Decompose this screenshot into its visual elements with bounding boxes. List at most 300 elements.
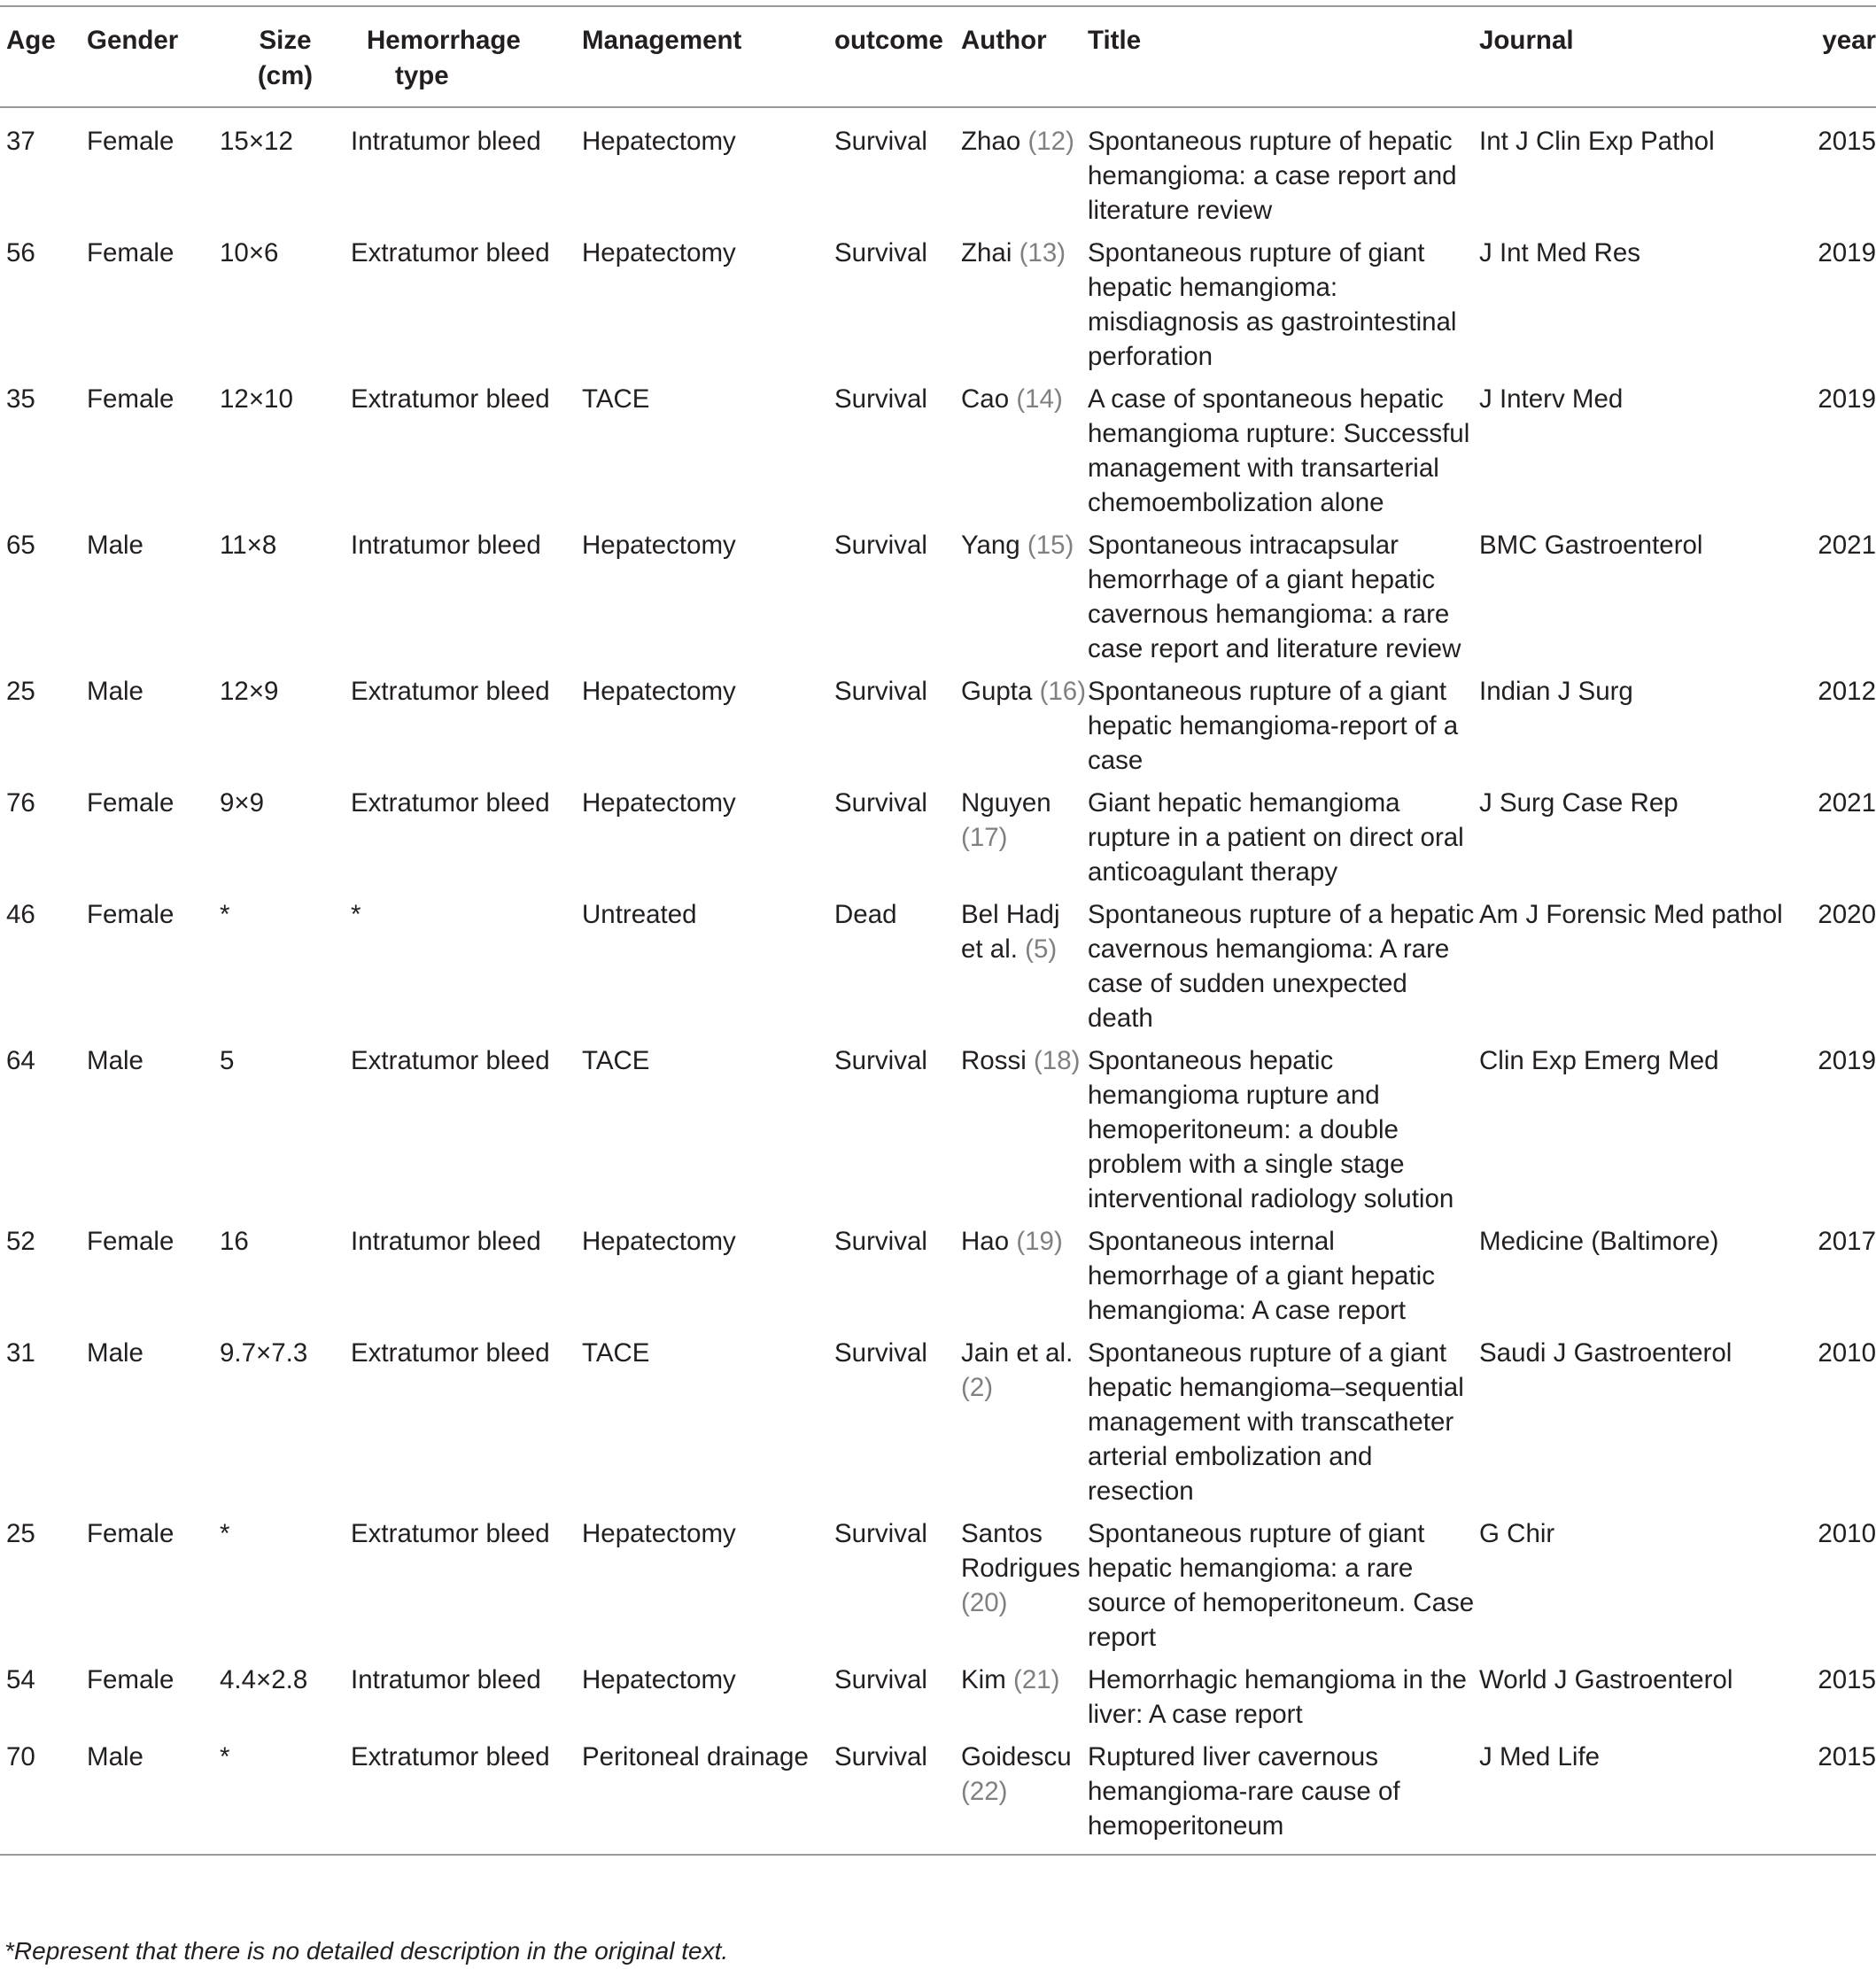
cell-management-text: Hepatectomy (582, 531, 736, 560)
cell-title-text: Spontaneous hepatic hemangioma rupture and hemoperitoneum: a double problem with a single stage interventional radiology solution (1088, 1046, 1454, 1213)
cell-age (0, 1224, 87, 1336)
cell-outcome (834, 1224, 961, 1336)
cell-management (582, 897, 834, 1043)
cell-year-text: 2021 (1818, 788, 1876, 818)
cell-hemorrhage-type-text: Extratumor bleed (351, 1742, 550, 1771)
cell-outcome-text: Dead (834, 900, 897, 929)
cell-hemorrhage-type-text: Intratumor bleed (351, 531, 541, 560)
cell-age-text: 76 (6, 788, 35, 818)
cell-author (961, 1224, 1088, 1336)
cell-size-text: 16 (220, 1227, 249, 1256)
author-name: Cao (961, 384, 1010, 414)
cell-size-text: 12×10 (220, 384, 293, 414)
cell-outcome (834, 1740, 961, 1855)
cell-management-text: Hepatectomy (582, 1519, 736, 1548)
table-row (0, 1043, 1876, 1224)
cell-title-text: A case of spontaneous hepatic hemangioma rupture: Successful management with transarterial chemoembolization alone (1088, 384, 1470, 517)
cell-title (1088, 897, 1479, 1043)
cell-size (220, 382, 351, 528)
cell-outcome (834, 382, 961, 528)
cell-hemorrhage-type (351, 1224, 582, 1336)
cell-gender-text: Male (87, 1338, 143, 1368)
cell-management-text: Hepatectomy (582, 1665, 736, 1694)
cell-management-text: Peritoneal drainage (582, 1742, 809, 1771)
header-row (0, 6, 1876, 107)
author-name: Rossi (961, 1046, 1027, 1075)
cell-title (1088, 382, 1479, 528)
cell-size (220, 236, 351, 382)
cell-year-text: 2019 (1818, 1046, 1876, 1075)
cell-title (1088, 1336, 1479, 1516)
cell-journal (1479, 107, 1794, 236)
header-journal: Journal (1479, 26, 1574, 55)
cell-age-text: 52 (6, 1227, 35, 1256)
author-name: Zhao (961, 127, 1021, 156)
cell-outcome-text: Survival (834, 238, 927, 267)
cell-age-text: 54 (6, 1665, 35, 1694)
cell-size (220, 528, 351, 674)
author-name: Bel Hadj et al. (961, 900, 1060, 964)
cell-gender (87, 1336, 220, 1516)
cell-journal (1479, 1740, 1794, 1855)
cell-hemorrhage-type (351, 1336, 582, 1516)
cell-gender-text: Female (87, 384, 174, 414)
cell-hemorrhage-type-text: Extratumor bleed (351, 1519, 550, 1548)
cell-age (0, 236, 87, 382)
cell-year-text: 2019 (1818, 384, 1876, 414)
cell-year-text: 2015 (1818, 127, 1876, 156)
cell-management-text: Hepatectomy (582, 1227, 736, 1256)
cell-age (0, 1043, 87, 1224)
cell-author (961, 382, 1088, 528)
cell-outcome (834, 236, 961, 382)
cell-journal (1479, 236, 1794, 382)
cell-title (1088, 528, 1479, 674)
cell-management (582, 1516, 834, 1663)
cell-journal (1479, 1663, 1794, 1740)
cell-journal (1479, 1224, 1794, 1336)
cell-author (961, 1336, 1088, 1516)
cell-gender-text: Female (87, 1519, 174, 1548)
cell-hemorrhage-type-text: Intratumor bleed (351, 1227, 541, 1256)
cell-year-text: 2017 (1818, 1227, 1876, 1256)
cell-title-text: Hemorrhagic hemangioma in the liver: A case report (1088, 1665, 1467, 1729)
cell-year (1794, 1336, 1876, 1516)
cell-management-text: TACE (582, 1046, 650, 1075)
cell-hemorrhage-type (351, 382, 582, 528)
cell-age (0, 1516, 87, 1663)
header-outcome: outcome (834, 26, 943, 55)
cell-management (582, 674, 834, 786)
cell-outcome-text: Survival (834, 1046, 927, 1075)
cell-year-text: 2021 (1818, 531, 1876, 560)
cell-author (961, 236, 1088, 382)
cell-age (0, 528, 87, 674)
cell-author (961, 674, 1088, 786)
cell-year (1794, 1663, 1876, 1740)
cell-hemorrhage-type-text: Extratumor bleed (351, 677, 550, 706)
cell-outcome (834, 897, 961, 1043)
cell-outcome-text: Survival (834, 384, 927, 414)
cell-title (1088, 1663, 1479, 1740)
cell-gender-text: Female (87, 238, 174, 267)
cell-age (0, 1740, 87, 1855)
cell-title-text: Spontaneous rupture of a giant hepatic hemangioma–sequential management with transcatheter arterial embolization and resection (1088, 1338, 1464, 1506)
cell-size (220, 1043, 351, 1224)
cell-gender-text: Female (87, 1665, 174, 1694)
header-hemorrhage-type: Hemorrhage type (367, 26, 521, 90)
cell-age (0, 107, 87, 236)
cell-age (0, 786, 87, 897)
author-name: Nguyen (961, 788, 1051, 818)
cell-management (582, 107, 834, 236)
cell-age (0, 897, 87, 1043)
cell-title (1088, 1740, 1479, 1855)
cell-gender-text: Male (87, 677, 143, 706)
cell-year (1794, 382, 1876, 528)
cell-title (1088, 674, 1479, 786)
cell-hemorrhage-type (351, 107, 582, 236)
cell-title (1088, 107, 1479, 236)
cell-age (0, 1663, 87, 1740)
author-name: Zhai (961, 238, 1012, 267)
cell-title-text: Giant hepatic hemangioma rupture in a patient on direct oral anticoagulant therapy (1088, 788, 1464, 887)
cell-author (961, 1043, 1088, 1224)
cell-hemorrhage-type (351, 1663, 582, 1740)
reference-link[interactable]: (16) (1039, 677, 1087, 706)
table-row (0, 528, 1876, 674)
cell-year (1794, 528, 1876, 674)
cell-year-text: 2019 (1818, 238, 1876, 267)
cell-size-text: 9×9 (220, 788, 265, 818)
table-row (0, 897, 1876, 1043)
table-body (0, 107, 1876, 1855)
cell-hemorrhage-type (351, 1516, 582, 1663)
table-row (0, 1663, 1876, 1740)
cell-journal (1479, 897, 1794, 1043)
cell-title (1088, 1224, 1479, 1336)
cell-management (582, 1663, 834, 1740)
reference-link[interactable]: (2) (961, 1373, 994, 1402)
cell-journal (1479, 382, 1794, 528)
cell-size (220, 1224, 351, 1336)
cell-journal (1479, 1043, 1794, 1224)
cell-hemorrhage-type (351, 897, 582, 1043)
cell-hemorrhage-type-text: Extratumor bleed (351, 1338, 550, 1368)
header-size: Size (cm) (257, 26, 314, 90)
table-header (0, 6, 1876, 107)
cell-management (582, 786, 834, 897)
cell-year (1794, 236, 1876, 382)
author-name: Goidescu (961, 1742, 1072, 1771)
reference-link[interactable]: (21) (1013, 1665, 1060, 1694)
cell-year-text: 2015 (1818, 1665, 1876, 1694)
cell-gender (87, 107, 220, 236)
cell-size (220, 1663, 351, 1740)
cell-outcome (834, 786, 961, 897)
author-name: Kim (961, 1665, 1006, 1694)
cell-year (1794, 1740, 1876, 1855)
cell-journal (1479, 786, 1794, 897)
cell-hemorrhage-type-text: Extratumor bleed (351, 788, 550, 818)
cell-author (961, 1740, 1088, 1855)
table-row (0, 1224, 1876, 1336)
cell-gender-text: Female (87, 1227, 174, 1256)
cell-title-text: Ruptured liver cavernous hemangioma-rare cause of hemoperitoneum (1088, 1742, 1400, 1841)
cell-journal-text: J Interv Med (1479, 384, 1624, 414)
cell-journal-text: World J Gastroenterol (1479, 1665, 1733, 1694)
cell-outcome (834, 1043, 961, 1224)
reference-link[interactable]: (22) (961, 1777, 1008, 1806)
cell-gender (87, 1663, 220, 1740)
reference-link[interactable]: (15) (1027, 531, 1074, 560)
cell-management (582, 382, 834, 528)
reference-link[interactable]: (13) (1019, 238, 1066, 267)
author-name: Gupta (961, 677, 1033, 706)
cell-journal-text: Clin Exp Emerg Med (1479, 1046, 1719, 1075)
cell-outcome-text: Survival (834, 677, 927, 706)
cell-title (1088, 1516, 1479, 1663)
cell-gender (87, 528, 220, 674)
reference-link[interactable]: (14) (1016, 384, 1063, 414)
cell-journal (1479, 1336, 1794, 1516)
cell-age (0, 674, 87, 786)
cell-journal-text: J Int Med Res (1479, 238, 1640, 267)
cell-size (220, 107, 351, 236)
cell-outcome-text: Survival (834, 1519, 927, 1548)
cell-journal-text: Indian J Surg (1479, 677, 1633, 706)
table-row (0, 1740, 1876, 1855)
cell-gender-text: Female (87, 127, 174, 156)
cell-size-text: 5 (220, 1046, 235, 1075)
author-name: Hao (961, 1227, 1010, 1256)
cell-year-text: 2012 (1818, 677, 1876, 706)
cell-age-text: 31 (6, 1338, 35, 1368)
reference-link[interactable]: (18) (1033, 1046, 1081, 1075)
header-title: Title (1088, 26, 1142, 55)
cell-gender-text: Female (87, 788, 174, 818)
cell-size-text: * (220, 1519, 230, 1548)
cell-journal (1479, 674, 1794, 786)
cell-journal-text: J Surg Case Rep (1479, 788, 1678, 818)
cell-gender (87, 382, 220, 528)
header-gender: Gender (87, 26, 179, 55)
reference-link[interactable]: (17) (961, 823, 1008, 852)
cell-journal-text: BMC Gastroenterol (1479, 531, 1703, 560)
cell-management-text: Hepatectomy (582, 788, 736, 818)
cell-gender-text: Female (87, 900, 174, 929)
header-age: Age (6, 26, 56, 55)
cell-outcome-text: Survival (834, 1227, 927, 1256)
cell-hemorrhage-type (351, 786, 582, 897)
cell-management-text: Untreated (582, 900, 697, 929)
table-row (0, 382, 1876, 528)
cell-age-text: 56 (6, 238, 35, 267)
cell-journal-text: Am J Forensic Med pathol (1479, 900, 1783, 929)
cell-size (220, 1740, 351, 1855)
cell-size-text: 15×12 (220, 127, 293, 156)
cell-author (961, 528, 1088, 674)
cell-author (961, 1663, 1088, 1740)
cell-gender-text: Male (87, 1742, 143, 1771)
case-table (0, 5, 1876, 1856)
cell-journal (1479, 528, 1794, 674)
header-year: year (1822, 26, 1876, 55)
cell-year (1794, 786, 1876, 897)
cell-management-text: TACE (582, 384, 650, 414)
cell-outcome (834, 674, 961, 786)
cell-age (0, 382, 87, 528)
cell-title-text: Spontaneous intracapsular hemorrhage of a giant hepatic cavernous hemangioma: a rare case report and literature review (1088, 531, 1461, 663)
cell-outcome (834, 107, 961, 236)
reference-link[interactable]: (20) (961, 1588, 1008, 1617)
cell-hemorrhage-type (351, 674, 582, 786)
table-row (0, 786, 1876, 897)
cell-outcome-text: Survival (834, 788, 927, 818)
cell-year (1794, 1516, 1876, 1663)
cell-management (582, 1043, 834, 1224)
table-row (0, 107, 1876, 236)
cell-gender-text: Male (87, 531, 143, 560)
cell-size-text: 11×8 (220, 531, 277, 560)
cell-outcome-text: Survival (834, 1742, 927, 1771)
header-management: Management (582, 26, 742, 55)
cell-size-text: 10×6 (220, 238, 279, 267)
cell-size (220, 1336, 351, 1516)
author-name: Jain et al. (961, 1338, 1074, 1368)
cell-outcome (834, 1516, 961, 1663)
cell-hemorrhage-type-text: Extratumor bleed (351, 1046, 550, 1075)
cell-title-text: Spontaneous rupture of giant hepatic hemangioma: misdiagnosis as gastrointestinal perforation (1088, 238, 1457, 371)
table-row (0, 1336, 1876, 1516)
cell-hemorrhage-type-text: Intratumor bleed (351, 1665, 541, 1694)
cell-year-text: 2015 (1818, 1742, 1876, 1771)
cell-gender-text: Male (87, 1046, 143, 1075)
cell-year (1794, 674, 1876, 786)
reference-link[interactable]: (5) (1025, 934, 1058, 964)
cell-gender (87, 236, 220, 382)
cell-size (220, 1516, 351, 1663)
cell-journal-text: J Med Life (1479, 1742, 1601, 1771)
cell-title (1088, 236, 1479, 382)
cell-management-text: TACE (582, 1338, 650, 1368)
reference-link[interactable]: (19) (1016, 1227, 1063, 1256)
cell-age-text: 37 (6, 127, 35, 156)
cell-journal-text: Saudi J Gastroenterol (1479, 1338, 1733, 1368)
cell-gender (87, 786, 220, 897)
cell-title (1088, 786, 1479, 897)
cell-management (582, 1336, 834, 1516)
cell-outcome-text: Survival (834, 1338, 927, 1368)
table-row (0, 674, 1876, 786)
table-row (0, 1516, 1876, 1663)
cell-gender (87, 1224, 220, 1336)
cell-year-text: 2010 (1818, 1519, 1876, 1548)
cell-size-text: 12×9 (220, 677, 279, 706)
cell-journal-text: Int J Clin Exp Pathol (1479, 127, 1715, 156)
cell-outcome-text: Survival (834, 127, 927, 156)
cell-year (1794, 1224, 1876, 1336)
cell-hemorrhage-type (351, 528, 582, 674)
cell-hemorrhage-type (351, 1740, 582, 1855)
cell-title-text: Spontaneous internal hemorrhage of a giant hepatic hemangioma: A case report (1088, 1227, 1435, 1325)
cell-gender (87, 897, 220, 1043)
cell-size-text: 9.7×7.3 (220, 1338, 308, 1368)
cell-outcome-text: Survival (834, 1665, 927, 1694)
author-name: Santos Rodrigues (961, 1519, 1081, 1583)
table-row (0, 236, 1876, 382)
cell-year-text: 2020 (1818, 900, 1876, 929)
reference-link[interactable]: (12) (1027, 127, 1074, 156)
cell-age-text: 64 (6, 1046, 35, 1075)
header-author: Author (961, 26, 1047, 55)
cell-outcome-text: Survival (834, 531, 927, 560)
cell-journal-text: G Chir (1479, 1519, 1555, 1548)
cell-gender (87, 1740, 220, 1855)
cell-journal-text: Medicine (Baltimore) (1479, 1227, 1719, 1256)
cell-size (220, 786, 351, 897)
cell-outcome (834, 1663, 961, 1740)
cell-size-text: * (220, 1742, 230, 1771)
author-name: Yang (961, 531, 1020, 560)
cell-author (961, 1516, 1088, 1663)
table-footnote: *Represent that there is no detailed description in the original text. (4, 1937, 729, 1965)
cell-age-text: 65 (6, 531, 35, 560)
cell-management-text: Hepatectomy (582, 127, 736, 156)
cell-gender (87, 1043, 220, 1224)
cell-management (582, 236, 834, 382)
cell-hemorrhage-type (351, 1043, 582, 1224)
cell-gender (87, 674, 220, 786)
cell-title-text: Spontaneous rupture of giant hepatic hemangioma: a rare source of hemoperitoneum. Case report (1088, 1519, 1475, 1652)
cell-hemorrhage-type-text: Extratumor bleed (351, 384, 550, 414)
cell-hemorrhage-type-text: * (351, 900, 361, 929)
cell-outcome (834, 1336, 961, 1516)
cell-size (220, 674, 351, 786)
cell-gender (87, 1516, 220, 1663)
cell-hemorrhage-type (351, 236, 582, 382)
cell-author (961, 107, 1088, 236)
cell-management-text: Hepatectomy (582, 677, 736, 706)
cell-age-text: 70 (6, 1742, 35, 1771)
cell-size-text: 4.4×2.8 (220, 1665, 308, 1694)
cell-age-text: 46 (6, 900, 35, 929)
cell-management-text: Hepatectomy (582, 238, 736, 267)
cell-title-text: Spontaneous rupture of hepatic hemangioma: a case report and literature review (1088, 127, 1457, 225)
cell-author (961, 786, 1088, 897)
cell-age-text: 25 (6, 1519, 35, 1548)
cell-hemorrhage-type-text: Intratumor bleed (351, 127, 541, 156)
cell-journal (1479, 1516, 1794, 1663)
cell-title-text: Spontaneous rupture of a hepatic cavernous hemangioma: A rare case of sudden unexpected death (1088, 900, 1475, 1033)
cell-size-text: * (220, 900, 230, 929)
cell-author (961, 897, 1088, 1043)
cell-year-text: 2010 (1818, 1338, 1876, 1368)
cell-age (0, 1336, 87, 1516)
cell-title (1088, 1043, 1479, 1224)
cell-year (1794, 897, 1876, 1043)
cell-year (1794, 107, 1876, 236)
cell-hemorrhage-type-text: Extratumor bleed (351, 238, 550, 267)
cell-management (582, 528, 834, 674)
cell-size (220, 897, 351, 1043)
cell-title-text: Spontaneous rupture of a giant hepatic hemangioma-report of a case (1088, 677, 1459, 775)
cell-management (582, 1740, 834, 1855)
cell-outcome (834, 528, 961, 674)
cell-year (1794, 1043, 1876, 1224)
cell-age-text: 35 (6, 384, 35, 414)
cell-management (582, 1224, 834, 1336)
